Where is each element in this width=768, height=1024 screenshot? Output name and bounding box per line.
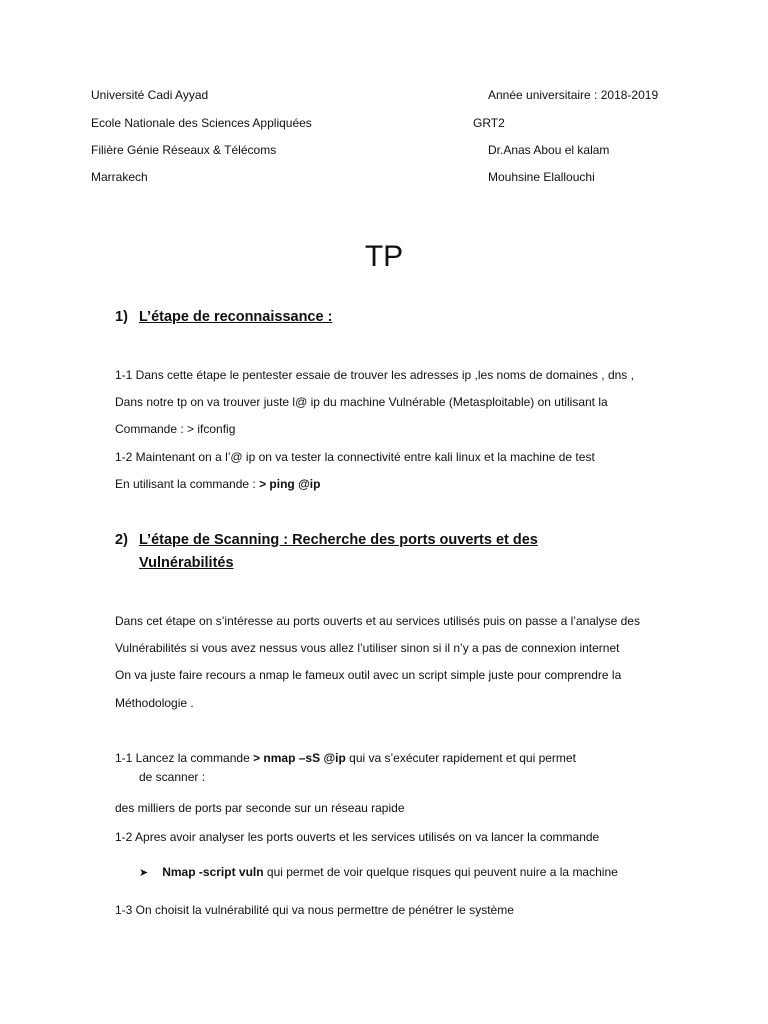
header-professor: Dr.Anas Abou el kalam — [488, 143, 610, 157]
section-1-heading — [115, 309, 332, 325]
s1-line-3: Commande : > ifconfig — [115, 422, 236, 436]
s2-step-1-1-line-2: de scanner : — [139, 770, 206, 784]
s1-line-1: 1-1 Dans cette étape le pentester essaie de trouver les adresses ip ,les noms de domaines , dns , — [115, 368, 634, 382]
header-university: Université Cadi Ayyad — [91, 88, 209, 102]
section-2-title-line-1: L’étape de Scanning : Recherche des ports ouverts et des — [139, 532, 538, 548]
s2-step-1-1 — [115, 751, 576, 765]
s2-step-1-1-prefix: 1-1 Lancez la commande — [115, 751, 254, 765]
s2-para-line-1: Dans cet étape on s’intéresse au ports ouverts et au services utilisés puis on passe a l’analyse des — [115, 614, 640, 628]
nmap-vuln-command: Nmap -script vuln — [162, 865, 264, 879]
bullet-item — [139, 865, 618, 879]
s1-line-2: Dans notre tp on va trouver juste l@ ip du machine Vulnérable (Metasploitable) on utilisant la — [115, 395, 608, 409]
header-academic-year: Année universitaire : 2018-2019 — [488, 88, 659, 102]
header-class: GRT2 — [473, 116, 505, 130]
page-title: TP — [364, 240, 404, 273]
s2-step-1-2: 1-2 Apres avoir analyser les ports ouverts et les services utilisés on va lancer la commande — [115, 830, 600, 844]
nmap-command: > nmap –sS @ip — [253, 751, 346, 765]
header-school: Ecole Nationale des Sciences Appliquées — [91, 116, 312, 130]
arrow-bullet-icon: ➤ — [139, 867, 149, 879]
section-2-heading — [115, 532, 538, 548]
ping-command: > ping @ip — [259, 477, 321, 491]
s1-line-4: 1-2 Maintenant on a l’@ ip on va tester la connectivité entre kali linux et la machine de test — [115, 450, 595, 464]
header-student: Mouhsine Elallouchi — [488, 170, 595, 184]
section-1-number: 1) — [115, 309, 128, 325]
section-2-number: 2) — [115, 532, 128, 548]
bullet-text: qui permet de voir quelque risques qui peuvent nuire a la machine — [263, 865, 618, 879]
s1-line-5-text: En utilisant la commande : — [115, 477, 260, 491]
s2-step-1-1-line-3: des milliers de ports par seconde sur un réseau rapide — [115, 801, 405, 815]
s2-step-1-1-suffix: qui va s’exécuter rapidement et qui permet — [345, 751, 576, 765]
header-city: Marrakech — [91, 170, 148, 184]
s2-para-line-2: Vulnérabilités si vous avez nessus vous allez l’utiliser sinon si il n’y a pas de connexion internet — [115, 641, 620, 655]
section-2-heading-cont — [139, 555, 234, 571]
s2-step-1-3: 1-3 On choisit la vulnérabilité qui va nous permettre de pénétrer le système — [115, 903, 514, 917]
section-2-title-line-2: Vulnérabilités — [139, 555, 234, 571]
s1-line-5 — [115, 477, 320, 491]
s2-para-line-3: On va juste faire recours a nmap le fameux outil avec un script simple juste pour comprendre la — [115, 668, 622, 682]
header-program: Filière Génie Réseaux & Télécoms — [91, 143, 277, 157]
section-1-title: L’étape de reconnaissance : — [139, 309, 333, 325]
s2-para-line-4: Méthodologie . — [115, 696, 194, 710]
